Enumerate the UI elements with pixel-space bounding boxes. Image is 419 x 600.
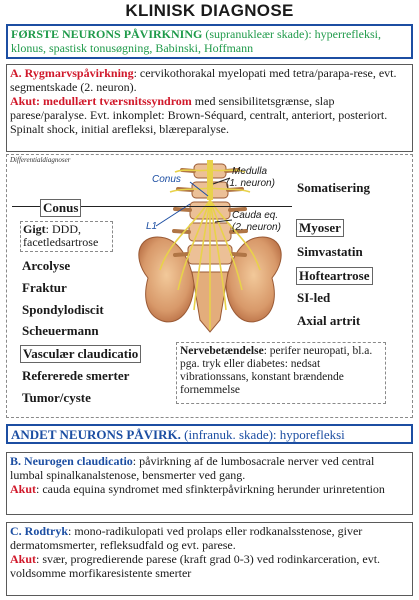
diff-item-axial-artrit: Axial artrit <box>297 313 361 328</box>
section-c-akut-label: Akut <box>10 552 37 566</box>
first-neuron-box <box>6 24 413 59</box>
section-b-box <box>6 452 413 515</box>
diff-item-simvastatin: Simvastatin <box>297 244 363 259</box>
nerve-text: : perifer neuropati, bl.a. pga. tryk eller diabetes: nedsat vibrationssans, konstant brændende fornemmelse <box>180 345 373 396</box>
diff-item-somatisering: Somatisering <box>297 180 370 195</box>
section-c-text: : mono-radikulopati ved prolaps eller rodkanalsstenose, giver dermatomsmerter, refleksudfald og evt. parese. <box>10 524 363 552</box>
section-b-akut-label: Akut <box>10 482 37 496</box>
section-a-text: : cervikothorakal myelopati med tetra/parapa-rese, evt. segmentskade (2. neuron). <box>10 66 397 94</box>
section-c-label: C. Rodtryk <box>10 524 69 538</box>
section-c-akut-text: : svær, progredierende parese (kraft grad 0-3) ved rodinkarceration, evt. voldsomme morfikaresistente smerter <box>10 552 381 580</box>
section-b-akut-text: : cauda equina syndromet med sfinkterpåvirkning herunder urinretention <box>36 482 385 496</box>
diff-item-arcolyse: Arcolyse <box>22 258 71 273</box>
second-neuron-heading: ANDET NEURONS PÅVIRK. <box>11 427 181 442</box>
diff-item-si-led: SI-led <box>297 290 331 305</box>
conus-heading: Conus <box>40 199 81 217</box>
nerve-inflammation-box <box>176 342 386 404</box>
page-title: KLINISK DIAGNOSE <box>125 1 294 20</box>
first-neuron-heading: FØRSTE NEURONS PÅVIRKNING <box>11 27 203 41</box>
section-a-label: A. Rygmarvspåvirkning <box>10 66 134 80</box>
cauda-annotation: Cauda eq. <box>232 210 279 221</box>
medulla-sub-annotation: (1. neuron) <box>226 178 275 189</box>
section-c-box <box>6 522 413 596</box>
conus-annotation: Conus <box>152 174 181 185</box>
second-neuron-text: (infranuk. skade): hyporefleksi <box>180 427 345 442</box>
diff-item-hofteartrose: Hofteartrose <box>296 267 373 285</box>
diff-item-fraktur: Fraktur <box>22 280 67 295</box>
diff-item-refererede: Refererede smerter <box>22 368 130 383</box>
diff-item-scheuermann: Scheuermann <box>22 323 99 338</box>
diff-item-vascular: Vasculær claudicatio <box>20 345 141 363</box>
differential-label: Differentialdiagnoser <box>10 156 71 164</box>
nerve-heading: Nervebetændelse <box>180 345 264 357</box>
section-b-label: B. Neurogen claudicatio <box>10 454 133 468</box>
section-a-akut-heading: : medullært tværsnitssyndrom <box>36 94 192 108</box>
section-a-box <box>6 64 413 152</box>
medulla-annotation: Medulla <box>232 166 268 177</box>
section-a-akut-text: med sensibilitetsgrænse, slap parese/paralyse. Evt. inkomplet: Brown-Séquard, centralt, anteriort, posteriort. Spinalt shock, initial arefleksi, blæreparalyse. <box>10 94 388 136</box>
gigt-heading: Gigt <box>23 222 46 236</box>
cauda-sub-annotation: (2. neuron) <box>232 222 281 233</box>
gigt-box <box>20 221 113 252</box>
section-b-text: : påvirkning af de lumbosacrale nerver ved central lumbal spinalkanalstenose, bensmerter ved gang. <box>10 454 375 482</box>
first-neuron-text: (supranukleær skade): hyperrefleksi, klonus, spastisk tonusøgning, Babinski, Hoffmann <box>11 27 381 55</box>
section-a-akut-label: Akut <box>10 94 37 108</box>
second-neuron-box <box>6 424 413 444</box>
diff-item-spondylodiscit: Spondylodiscit <box>22 302 104 317</box>
gigt-text: : DDD, facetledsartrose <box>23 222 99 249</box>
diff-item-tumor: Tumor/cyste <box>22 390 91 405</box>
l1-annotation: L1 <box>146 221 158 232</box>
diff-item-myoser: Myoser <box>296 219 344 237</box>
